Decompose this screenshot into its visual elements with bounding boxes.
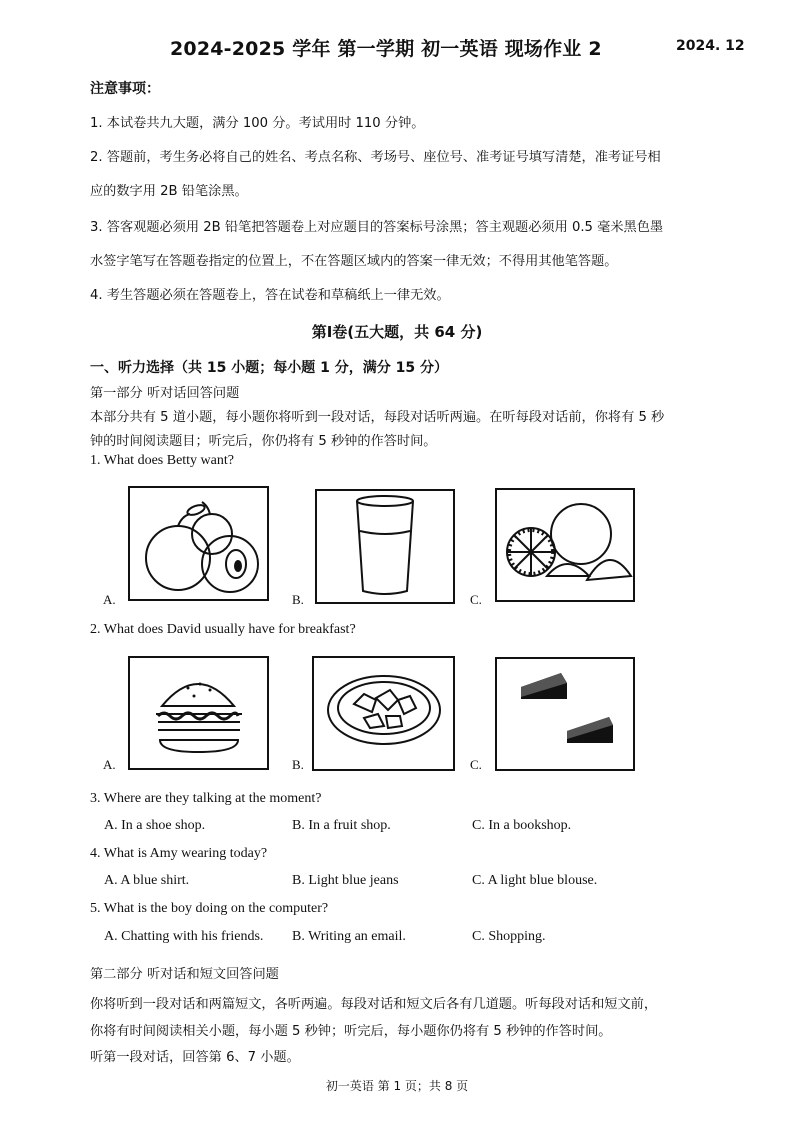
- picture-plate-of-food: [312, 656, 455, 771]
- notice-item-4: 4. 考生答题必须在答题卷上，答在试卷和草稿纸上一律无效。: [90, 288, 450, 303]
- document-date: 2024. 12: [676, 38, 745, 54]
- notice-item-2: 2. 答题前，考生务必将自己的姓名、考点名称、考场号、座位号、准考证号填写清楚，准考证号相: [90, 150, 661, 165]
- question-3-option-c: C. In a bookshop.: [472, 818, 572, 833]
- question-5-option-c: C. Shopping.: [472, 929, 546, 944]
- picture-oranges: [495, 488, 635, 602]
- section-title: 第Ⅰ卷(五大题，共 64 分): [311, 323, 483, 341]
- option-letter-1a: A.: [103, 592, 116, 607]
- glass-icon: [317, 491, 453, 602]
- question-5-option-a: A. Chatting with his friends.: [104, 929, 264, 944]
- part2-desc-line3: 听第一段对话，回答第 6、7 小题。: [90, 1050, 300, 1065]
- part2-title: 第二部分 听对话和短文回答问题: [90, 967, 279, 982]
- listening-heading: 一、听力选择（共 15 小题；每小题 1 分，满分 15 分）: [90, 360, 448, 376]
- part1-desc-line2: 钟的时间阅读题目；听完后，你仍将有 5 秒钟的作答时间。: [90, 434, 437, 449]
- document-title: 2024-2025 学年 第一学期 初一英语 现场作业 2: [170, 38, 602, 60]
- picture-cake-slices: [495, 657, 635, 771]
- question-4-option-a: A. A blue shirt.: [104, 873, 190, 888]
- part2-desc-line2: 你将有时间阅读相关小题，每小题 5 秒钟；听完后，每小题你仍将有 5 秒钟的作答时间。: [90, 1024, 612, 1039]
- page-footer: 初一英语 第 1 页；共 8 页: [325, 1079, 469, 1093]
- question-5-option-b: B. Writing an email.: [292, 929, 406, 944]
- apples-icon: [130, 488, 267, 599]
- question-3-option-a: A. In a shoe shop.: [104, 818, 206, 833]
- notice-item-3-cont: 水签字笔写在答题卷指定的位置上，不在答题区域内的答案一律无效；不得用其他笔答题。: [90, 254, 618, 269]
- picture-apples: [128, 486, 269, 601]
- plate-icon: [314, 658, 453, 769]
- part2-desc-line1: 你将听到一段对话和两篇短文，各听两遍。每段对话和短文后各有几道题。听每段对话和短文前，: [90, 997, 658, 1012]
- question-2: 2. What does David usually have for breakfast?: [90, 622, 356, 637]
- question-3: 3. Where are they talking at the moment?: [90, 791, 322, 806]
- option-letter-2c: C.: [470, 757, 482, 772]
- picture-hamburger: [128, 656, 269, 770]
- cake-icon: [497, 659, 633, 769]
- notice-heading: 注意事项：: [90, 81, 160, 97]
- question-3-option-b: B. In a fruit shop.: [292, 818, 391, 833]
- picture-glass-of-juice: [315, 489, 455, 604]
- part1-title: 第一部分 听对话回答问题: [90, 386, 240, 401]
- option-letter-2a: A.: [103, 757, 116, 772]
- notice-item-2-cont: 应的数字用 2B 铅笔涂黑。: [90, 184, 248, 199]
- option-letter-1c: C.: [470, 592, 482, 607]
- notice-item-3: 3. 答客观题必须用 2B 铅笔把答题卷上对应题目的答案标号涂黑；答主观题必须用 0.5 毫米黑色墨: [90, 220, 664, 235]
- question-1: 1. What does Betty want?: [90, 453, 234, 468]
- question-4-option-c: C. A light blue blouse.: [472, 873, 598, 888]
- option-letter-2b: B.: [292, 757, 304, 772]
- question-4-option-b: B. Light blue jeans: [292, 873, 399, 888]
- hamburger-icon: [130, 658, 267, 768]
- option-letter-1b: B.: [292, 592, 304, 607]
- notice-item-1: 1. 本试卷共九大题，满分 100 分。考试用时 110 分钟。: [90, 116, 425, 131]
- question-5: 5. What is the boy doing on the computer?: [90, 901, 329, 916]
- oranges-icon: [497, 490, 633, 600]
- part1-desc-line1: 本部分共有 5 道小题，每小题你将听到一段对话，每段对话听两遍。在听每段对话前，你将有 5 秒: [90, 410, 665, 425]
- question-4: 4. What is Amy wearing today?: [90, 846, 268, 861]
